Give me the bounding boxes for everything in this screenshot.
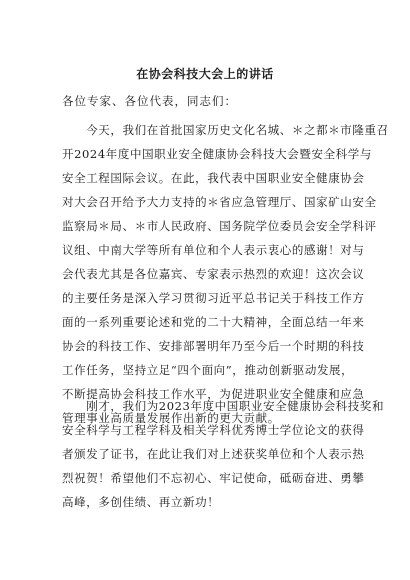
paragraph-line: 安全科学与工程学科及相关学科优秀博士学位论文的获得 [62,423,365,437]
paragraph-line: 高峰，多创佳绩、再立新功！ [62,495,220,509]
paragraph-line: 安全工程国际会议。在此，我代表中国职业安全健康协会 [62,171,365,185]
paragraph-line: 者颁发了证书，在此让我们对上述获奖单位和个人表示热 [62,447,365,461]
paragraph-line: 对大会召开给予大力支持的＊省应急管理厅、国家矿山安全 [62,195,377,209]
paragraph-line: 监察局＊局、＊市人民政府、国务院学位委员会安全学科评 [62,219,377,233]
paragraph-line: 烈祝贺！希望他们不忘初心、牢记使命，砥砺奋进、勇攀 [62,471,365,485]
paragraph-line: 的主要任务是深入学习贯彻习近平总书记关于科技工作方 [62,291,365,305]
paragraph-line: 会代表尤其是各位嘉宾、专家表示热烈的欢迎！这次会议 [62,267,365,281]
paragraph-line: 协会的科技工作、安排部署明年乃至今后一个时期的科技 [62,339,365,353]
paragraph-line: 不断提高协会科技工作水平，为促进职业安全健康和应急 [62,387,365,401]
paragraph-line: 工作任务，坚持立足“四个面向”，推动创新驱动发展， [62,363,354,377]
paragraph-line: 今天，我们在首批国家历史文化名城、＊之都＊市隆重召 [62,123,389,137]
document-title: 在协会科技大会上的讲话 [136,67,274,81]
paragraph-line: 议组、中南大学等所有单位和个人表示衷心的感谢！对与 [62,243,365,257]
paragraph-line: 管理事业高质量发展作出新的更大贡献。 [62,411,280,425]
paragraph-line: 面的一系列重要论述和党的二十大精神，全面总结一年来 [62,315,365,329]
paragraph-line: 刚才，我们为2023年度中国职业安全健康协会科技奖和 [62,399,385,413]
paragraph-line: 开2024年度中国职业安全健康协会科技大会暨安全科学与 [62,147,372,161]
salutation: 各位专家、各位代表，同志们： [62,94,237,108]
